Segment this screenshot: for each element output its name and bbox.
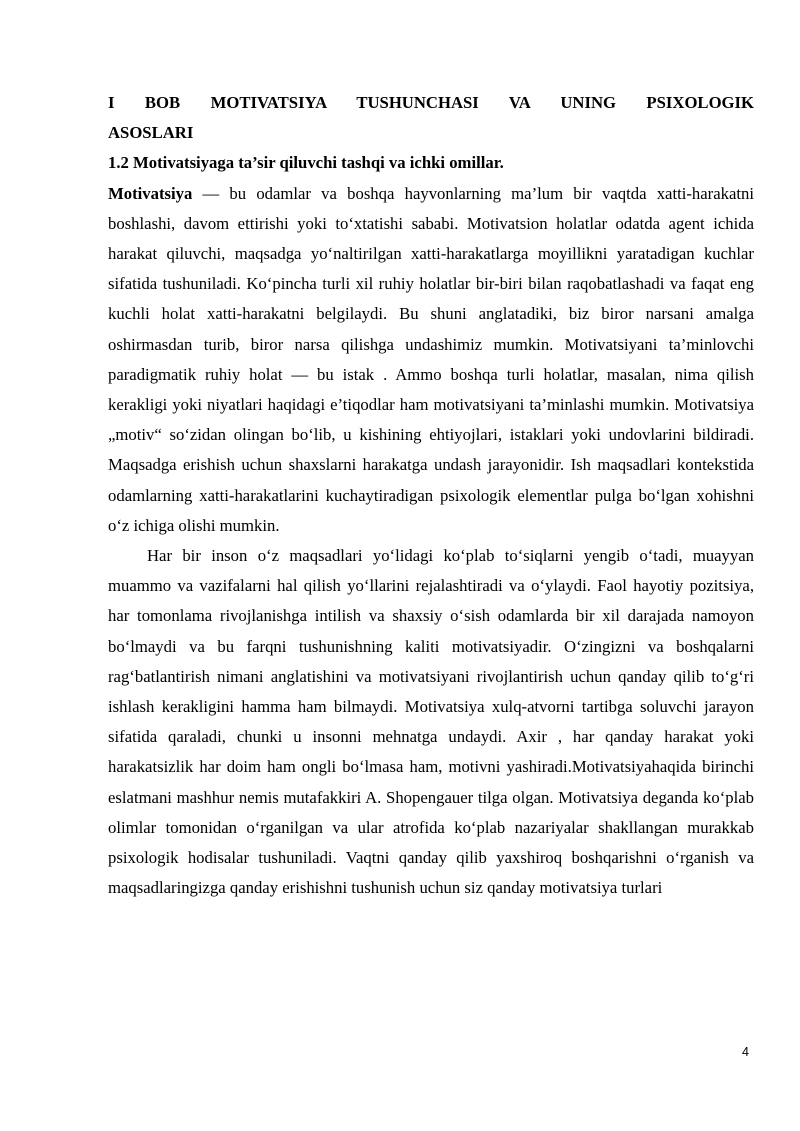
paragraph-motivation-goals: Har bir inson o‘z maqsadlari yo‘lidagi ko‘plab to‘siqlarni yengib o‘tadi, muayyan muammo va vazifalarni hal qilish yo‘llarini rejalashtiradi va o‘ylaydi. Faol hayotiy pozitsiya, har tomonlama rivojlanishga intilish va shaxsiy o‘sish odamlarda bir xil darajada namoyon bo‘lmaydi va bu farqni tushunishning kaliti motivatsiyadir. O‘zingizni va boshqalarni rag‘batlantirish nimani anglatishini va motivatsiyani rivojlantirish uchun qanday qilib to‘g‘ri ishlash kerakligini hamma ham bilmaydi. Motivatsiya xulq-atvorni tartibga soluvchi jarayon sifatida qaraladi, chunki u insonni mehnatga undaydi. Axir , har qanday harakat yoki harakatsizlik har doim ham ongli bo‘lmasa ham, motivni yashiradi.Motivatsiyahaqida birinchi eslatmani mashhur nemis mutafakkiri A. Shopengauer tilga olgan. Motivatsiya deganda ko‘plab olimlar tomonidan o‘rganilgan va ular atrofida ko‘plab nazariyalar shakllangan murakkab psixologik hodisalar tushuniladi. Vaqtni qanday qilib yaxshiroq boshqarishni o‘rganish va maqsadlaringizga qanday erishishni tushunish uchun siz qanday motivatsiya turlari	[108, 546, 754, 898]
chapter-title: I BOB MOTIVATSIYA TUSHUNCHASI VA UNING PSIXOLOGIK	[108, 93, 754, 112]
paragraph-motivation-definition	[108, 179, 754, 541]
page-number: 4	[742, 1045, 749, 1059]
chapter-title-continued: ASOSLARI	[108, 123, 194, 143]
section-title: 1.2 Motivatsiyaga ta’sir qiluvchi tashqi va ichki omillar.	[108, 153, 504, 173]
paragraph-body: — bu odamlar va boshqa hayvonlarning ma’lum bir vaqtda xatti-harakatni boshlashi, davom ettirishi yoki to‘xtatishi sababi. Motivatsion holatlar odatda agent ichida harakat qiluvchi, maqsadga yo‘naltirilgan xatti-harakatlarga moyillikni yaratadigan kuchlar sifatida tushuniladi. Ko‘pincha turli xil ruhiy holatlar bir-biri bilan raqobatlashadi va faqat eng kuchli holat xatti-harakatni belgilaydi. Bu shuni anglatadiki, biz biror narsani amalga oshirmasdan turib, biror narsa qilishga undashimiz mumkin. Motivatsiyani ta’minlovchi paradigmatik ruhiy holat — bu istak . Ammo boshqa turli holatlar, masalan, nima qilish kerakligi yoki niyatlari haqidagi e’tiqodlar ham motivatsiyani ta’minlashi mumkin. Motivatsiya „motiv“ so‘zidan olingan bo‘lib, u kishining ehtiyojlari, istaklari yoki undovlarini bildiradi. Maqsadga erishish uchun shaxslarni harakatga undash jarayonidir. Ish maqsadlari kontekstida odamlarning xatti-harakatlarini kuchaytiradigan psixologik elementlar pulga bo‘lgan xohishni o‘z ichiga olishi mumkin.	[108, 183, 754, 535]
page-content	[108, 88, 754, 903]
defined-term: Motivatsiya	[108, 183, 193, 203]
